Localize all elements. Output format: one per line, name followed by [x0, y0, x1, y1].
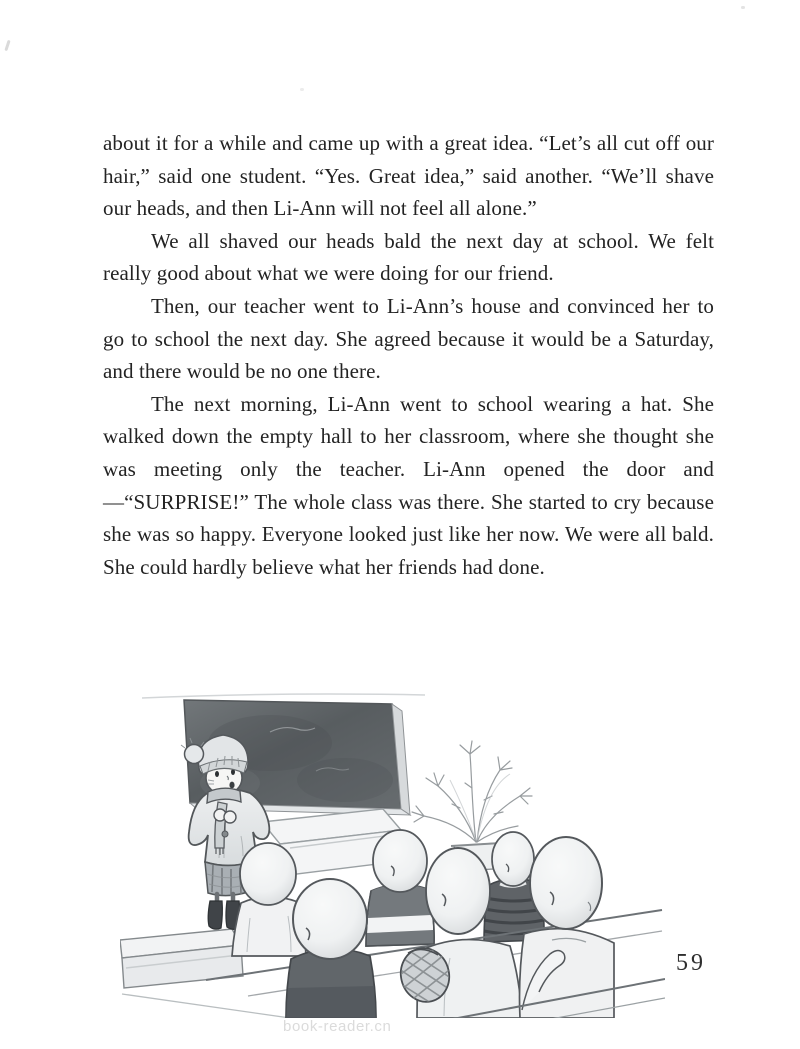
- scan-speck: [741, 6, 745, 9]
- paragraph: about it for a while and came up with a great idea. “Let’s all cut off our hair,” said one student. “Yes. Great idea,” said another. “We’ll shave our heads, and then Li-Ann will not feel all alone.”: [103, 131, 714, 221]
- scan-speck: [4, 40, 10, 51]
- page-number: 59: [676, 950, 706, 976]
- classroom-illustration: [120, 688, 665, 1018]
- watermark: book-reader.cn: [283, 1018, 392, 1035]
- paragraph: The next morning, Li-Ann went to school wearing a hat. She walked down the empty hall to her classroom, where she thought she was meeting only the teacher. Li-Ann opened the door and—“SURPRISE!” The whole class was there. She started to cry because she was so happy. Everyone looked just like her now. We were all bald. She could hardly believe what her friends had done.: [103, 391, 714, 579]
- paragraph: Then, our teacher went to Li-Ann’s house and convinced her to go to school the next day. She agreed because it would be a Saturday, and there would be no one there.: [103, 293, 714, 384]
- scan-speck: [300, 88, 304, 91]
- story-text: [103, 127, 714, 583]
- kid-back-center: [366, 830, 434, 946]
- paragraph: We all shaved our heads bald the next day at school. We felt really good about what we were doing for our friend.: [103, 228, 714, 286]
- bench: [120, 929, 243, 988]
